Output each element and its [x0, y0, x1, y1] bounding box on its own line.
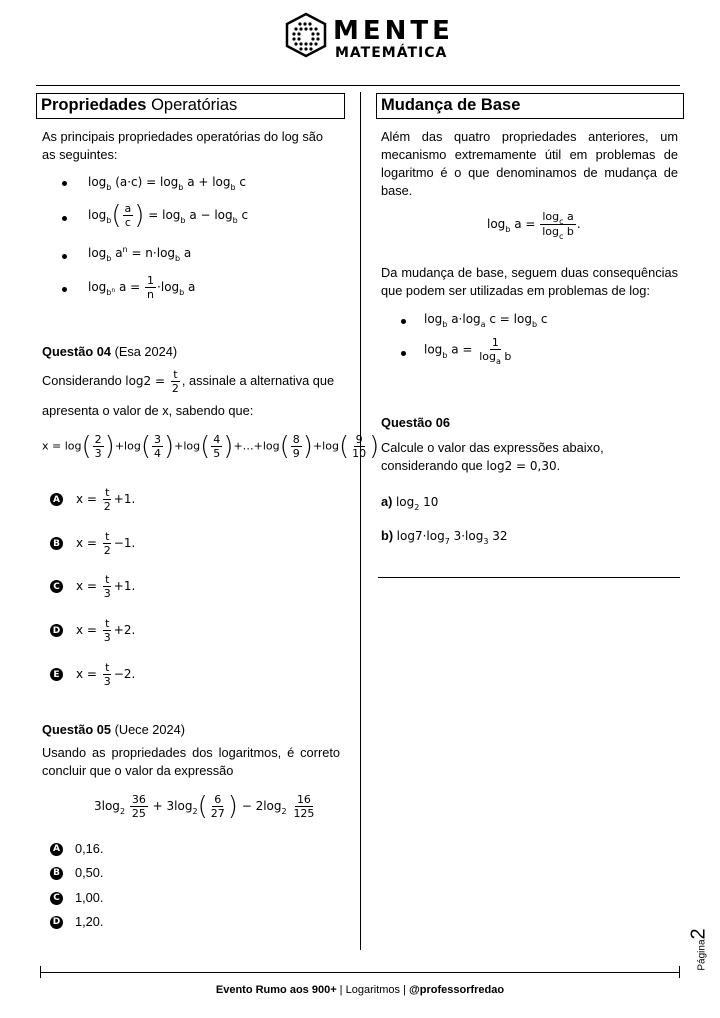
- consequence-inverse: $\log_b a$ = $\frac{1}{\log_a b}$: [424, 336, 512, 366]
- q04-source: (Esa 2024): [114, 344, 178, 359]
- option-letter-badge: D: [50, 624, 63, 637]
- consequence-chain: $\log_b a\cdot\log_a$ $c = \log_b c$: [424, 312, 548, 329]
- right-intro: Além das quatro propriedades anteriores, um mecanismo extremamente útil em problemas de logaritmo é o que denominamos de mudança de base.: [381, 129, 678, 198]
- q05-source: (Uece 2024): [114, 722, 185, 737]
- q04-text1: Considerando log2 = $\frac{t}{2}$ , assinale a alternativa que: [42, 368, 335, 395]
- option-value: 0,50.: [75, 865, 104, 880]
- option-value: 1,20.: [75, 914, 104, 929]
- option-letter-badge: B: [50, 867, 63, 880]
- option-formula: x = $\frac{t}{3}$ +2.: [76, 617, 136, 644]
- q05-option[interactable]: [50, 913, 103, 931]
- page-label: Página: [696, 939, 708, 971]
- q04-option[interactable]: [50, 573, 135, 600]
- q05-label: Questão 05: [42, 722, 111, 737]
- q05-heading: [42, 721, 185, 739]
- footer: Evento Rumo aos 900+ | Logaritmos | @professorfredao: [215, 984, 505, 996]
- q04-option[interactable]: [50, 530, 135, 557]
- bullet: [401, 319, 406, 324]
- left-section-title: [36, 93, 345, 119]
- q04-label: Questão 04: [42, 344, 111, 359]
- top-rule: [36, 85, 680, 86]
- option-value: 1,00.: [75, 890, 104, 905]
- right-consequences: Da mudança de base, seguem duas consequências que podem ser utilizadas em problemas de log:: [381, 265, 678, 298]
- right-section-title: Mudança de Base: [376, 93, 684, 119]
- logo: [283, 12, 454, 74]
- right-rule: [378, 577, 680, 578]
- property-quotient: $\log_b$( $\frac{a}{c}$ ) = $\log_b a - \log_b c$: [88, 200, 249, 231]
- property-power: $\log_b a^n = n\cdot\log_b$ a: [88, 245, 192, 263]
- property-base-power: $\log_{b^n} a$ = $\frac{1}{n}$ $\cdot\log_b$ a: [88, 274, 196, 301]
- option-letter-badge: E: [50, 668, 63, 681]
- q05-option[interactable]: [50, 864, 103, 882]
- q04-option[interactable]: [50, 661, 135, 688]
- q04-text2: apresenta o valor de x, sabendo que:: [42, 403, 254, 418]
- footer-tick-right: [679, 966, 680, 978]
- q05-option[interactable]: [50, 889, 103, 907]
- left-intro: As principais propriedades operatórias do log são as seguintes:: [42, 129, 323, 162]
- q06-text: Calcule o valor das expressões abaixo, considerando que log2 = 0,30.: [381, 440, 604, 473]
- q05-text: Usando as propriedades dos logaritmos, é correto concluir que o valor da expressão: [42, 745, 340, 778]
- q06-label: Questão 06: [381, 415, 450, 430]
- change-of-base-formula: $\log_b a$ = $\frac{\log_c a}{\log_c b}$ .: [487, 210, 581, 241]
- bullet: [62, 181, 67, 186]
- q04-option[interactable]: [50, 617, 135, 644]
- bullet: [62, 216, 67, 221]
- option-value: 0,16.: [75, 841, 104, 856]
- footer-event: Evento Rumo aos 900+: [215, 984, 337, 996]
- option-formula: x = $\frac{t}{3}$ +1.: [76, 573, 136, 600]
- brain-logo-icon: [283, 12, 329, 58]
- q04-heading: [42, 343, 177, 361]
- option-letter-badge: B: [50, 537, 63, 550]
- q04-option[interactable]: [50, 486, 135, 513]
- column-divider: [360, 92, 361, 950]
- footer-tick-left: [40, 966, 41, 978]
- option-letter-badge: C: [50, 580, 63, 593]
- option-formula: x = $\frac{t}{3}$ −2.: [76, 661, 136, 688]
- option-letter-badge: D: [50, 916, 63, 929]
- option-letter-badge: A: [50, 843, 63, 856]
- footer-topic: Logaritmos: [345, 984, 401, 996]
- option-formula: x = $\frac{t}{2}$ +1.: [76, 486, 136, 513]
- title-rest: Operatórias: [151, 96, 238, 114]
- q05-option[interactable]: [50, 840, 103, 858]
- option-formula: x = $\frac{t}{2}$ −1.: [76, 530, 136, 557]
- bullet: [62, 254, 67, 259]
- q05-expression: $3\log_2$ $\frac{36}{25}$ + $3\log_2$( $\frac{6}{27}$ ) − $2\log_2$ $\frac{16}{125}$: [94, 791, 315, 822]
- q04-expression: x = log( $\frac{2}{3}$ )+log( $\frac{3}{4}$ )+log( $\frac{4}{5}$ )+…+log( $\frac{8}{9}$ )+log( $\frac{9}{10}$ ): [42, 431, 380, 462]
- bullet: [62, 287, 67, 292]
- bullet: [401, 351, 406, 356]
- footer-rule: [40, 972, 680, 973]
- brand-main: MENTE: [333, 16, 454, 46]
- q06-item-b: b) $\log 7\cdot\log_7$ $3\cdot\log_3$ 32: [381, 528, 508, 546]
- option-letter-badge: C: [50, 892, 63, 905]
- brand-sub: MATEMÁTICA: [335, 45, 448, 61]
- q06-item-a: a) $\log_2 10$: [381, 494, 439, 512]
- footer-handle: @professorfredao: [409, 984, 505, 996]
- page-number-value: 2: [687, 928, 710, 940]
- option-letter-badge: A: [50, 493, 63, 506]
- property-product: $\log_b (a\cdot c) = \log_b a + \log_b c$: [88, 175, 247, 192]
- page-number: [687, 910, 720, 980]
- title-bold: Propriedades: [41, 96, 147, 114]
